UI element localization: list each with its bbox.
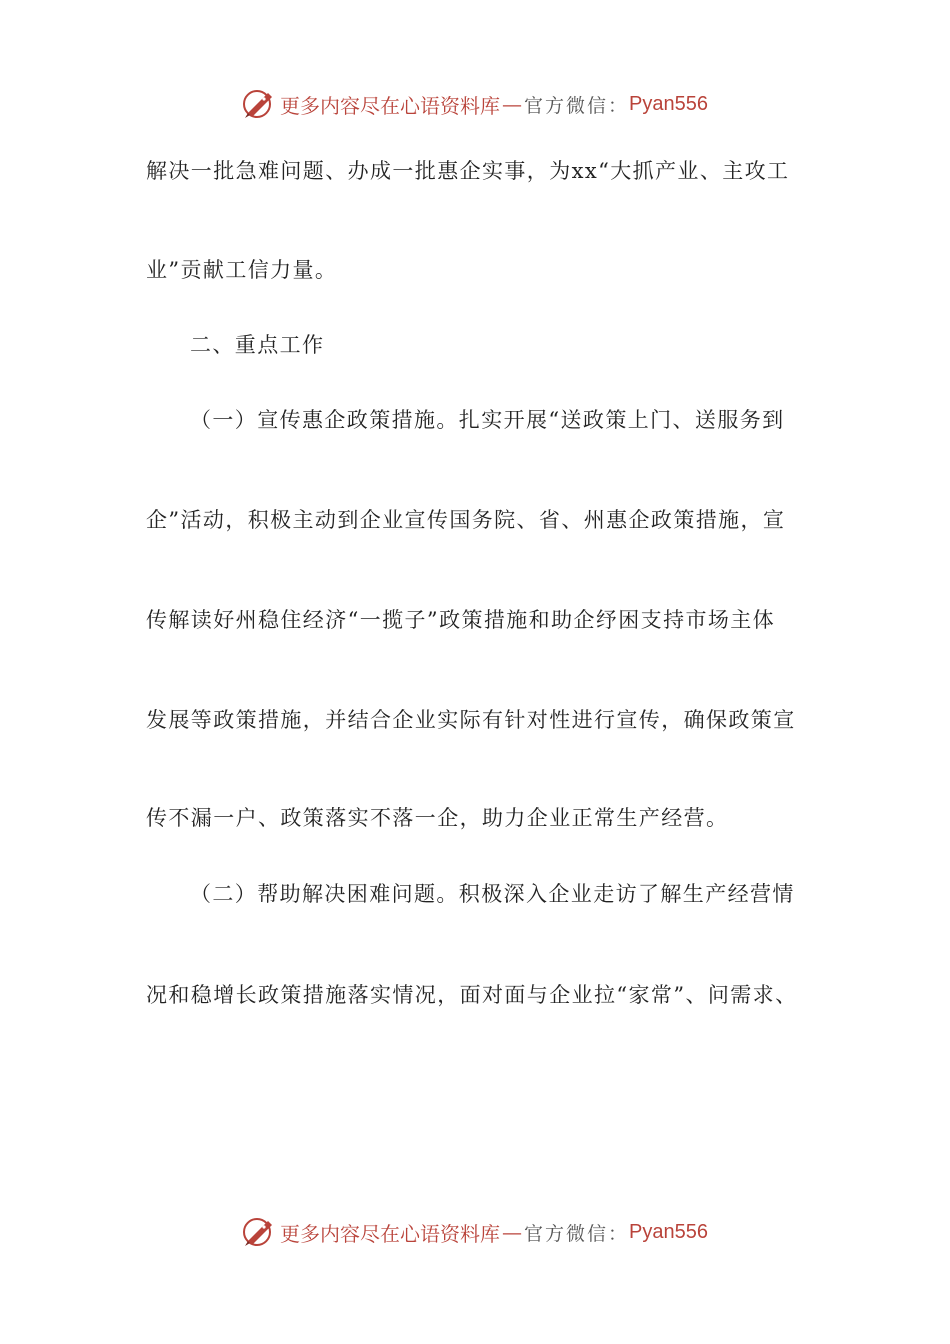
body-line-10: 况和稳增长政策措施落实情况，面对面与企业拉“家常”、问需求、 [146, 983, 798, 1007]
pen-nib-logo-icon [242, 1215, 276, 1249]
footer-banner [0, 1212, 950, 1252]
header-banner [0, 84, 950, 124]
header-wechat-label: 官方微信： [524, 94, 630, 117]
section-heading: 二、重点工作 [190, 333, 325, 357]
body-line-8: 传不漏一户、政策落实不落一企，助力企业正常生产经营。 [146, 806, 729, 830]
body-line-1: 解决一批急难问题、办成一批惠企实事，为xx“大抓产业、主攻工 [146, 159, 790, 183]
body-line-6: 传解读好州稳住经济“一揽子”政策措施和助企纾困支持市场主体 [146, 608, 776, 632]
body-line-5: 企”活动，积极主动到企业宣传国务院、省、州惠企政策措施，宣 [146, 508, 786, 532]
body-line-7: 发展等政策措施，并结合企业实际有针对性进行宣传，确保政策宣 [146, 708, 796, 732]
footer-wechat-id: Pyan556 [629, 1220, 708, 1243]
body-line-4: （一）宣传惠企政策措施。扎实开展“送政策上门、送服务到 [190, 408, 785, 432]
body-line-9: （二）帮助解决困难问题。积极深入企业走访了解生产经营情 [190, 882, 795, 906]
footer-separator: — [502, 1220, 522, 1244]
header-wechat-id: Pyan556 [629, 92, 708, 115]
body-line-2: 业”贡献工信力量。 [146, 258, 338, 282]
header-brand-text: 更多内容尽在心语资料库 [280, 93, 500, 118]
footer-wechat-label: 官方微信： [524, 1222, 630, 1245]
footer-brand-text: 更多内容尽在心语资料库 [280, 1221, 500, 1246]
header-separator: — [502, 92, 522, 116]
pen-nib-logo-icon [242, 87, 276, 121]
